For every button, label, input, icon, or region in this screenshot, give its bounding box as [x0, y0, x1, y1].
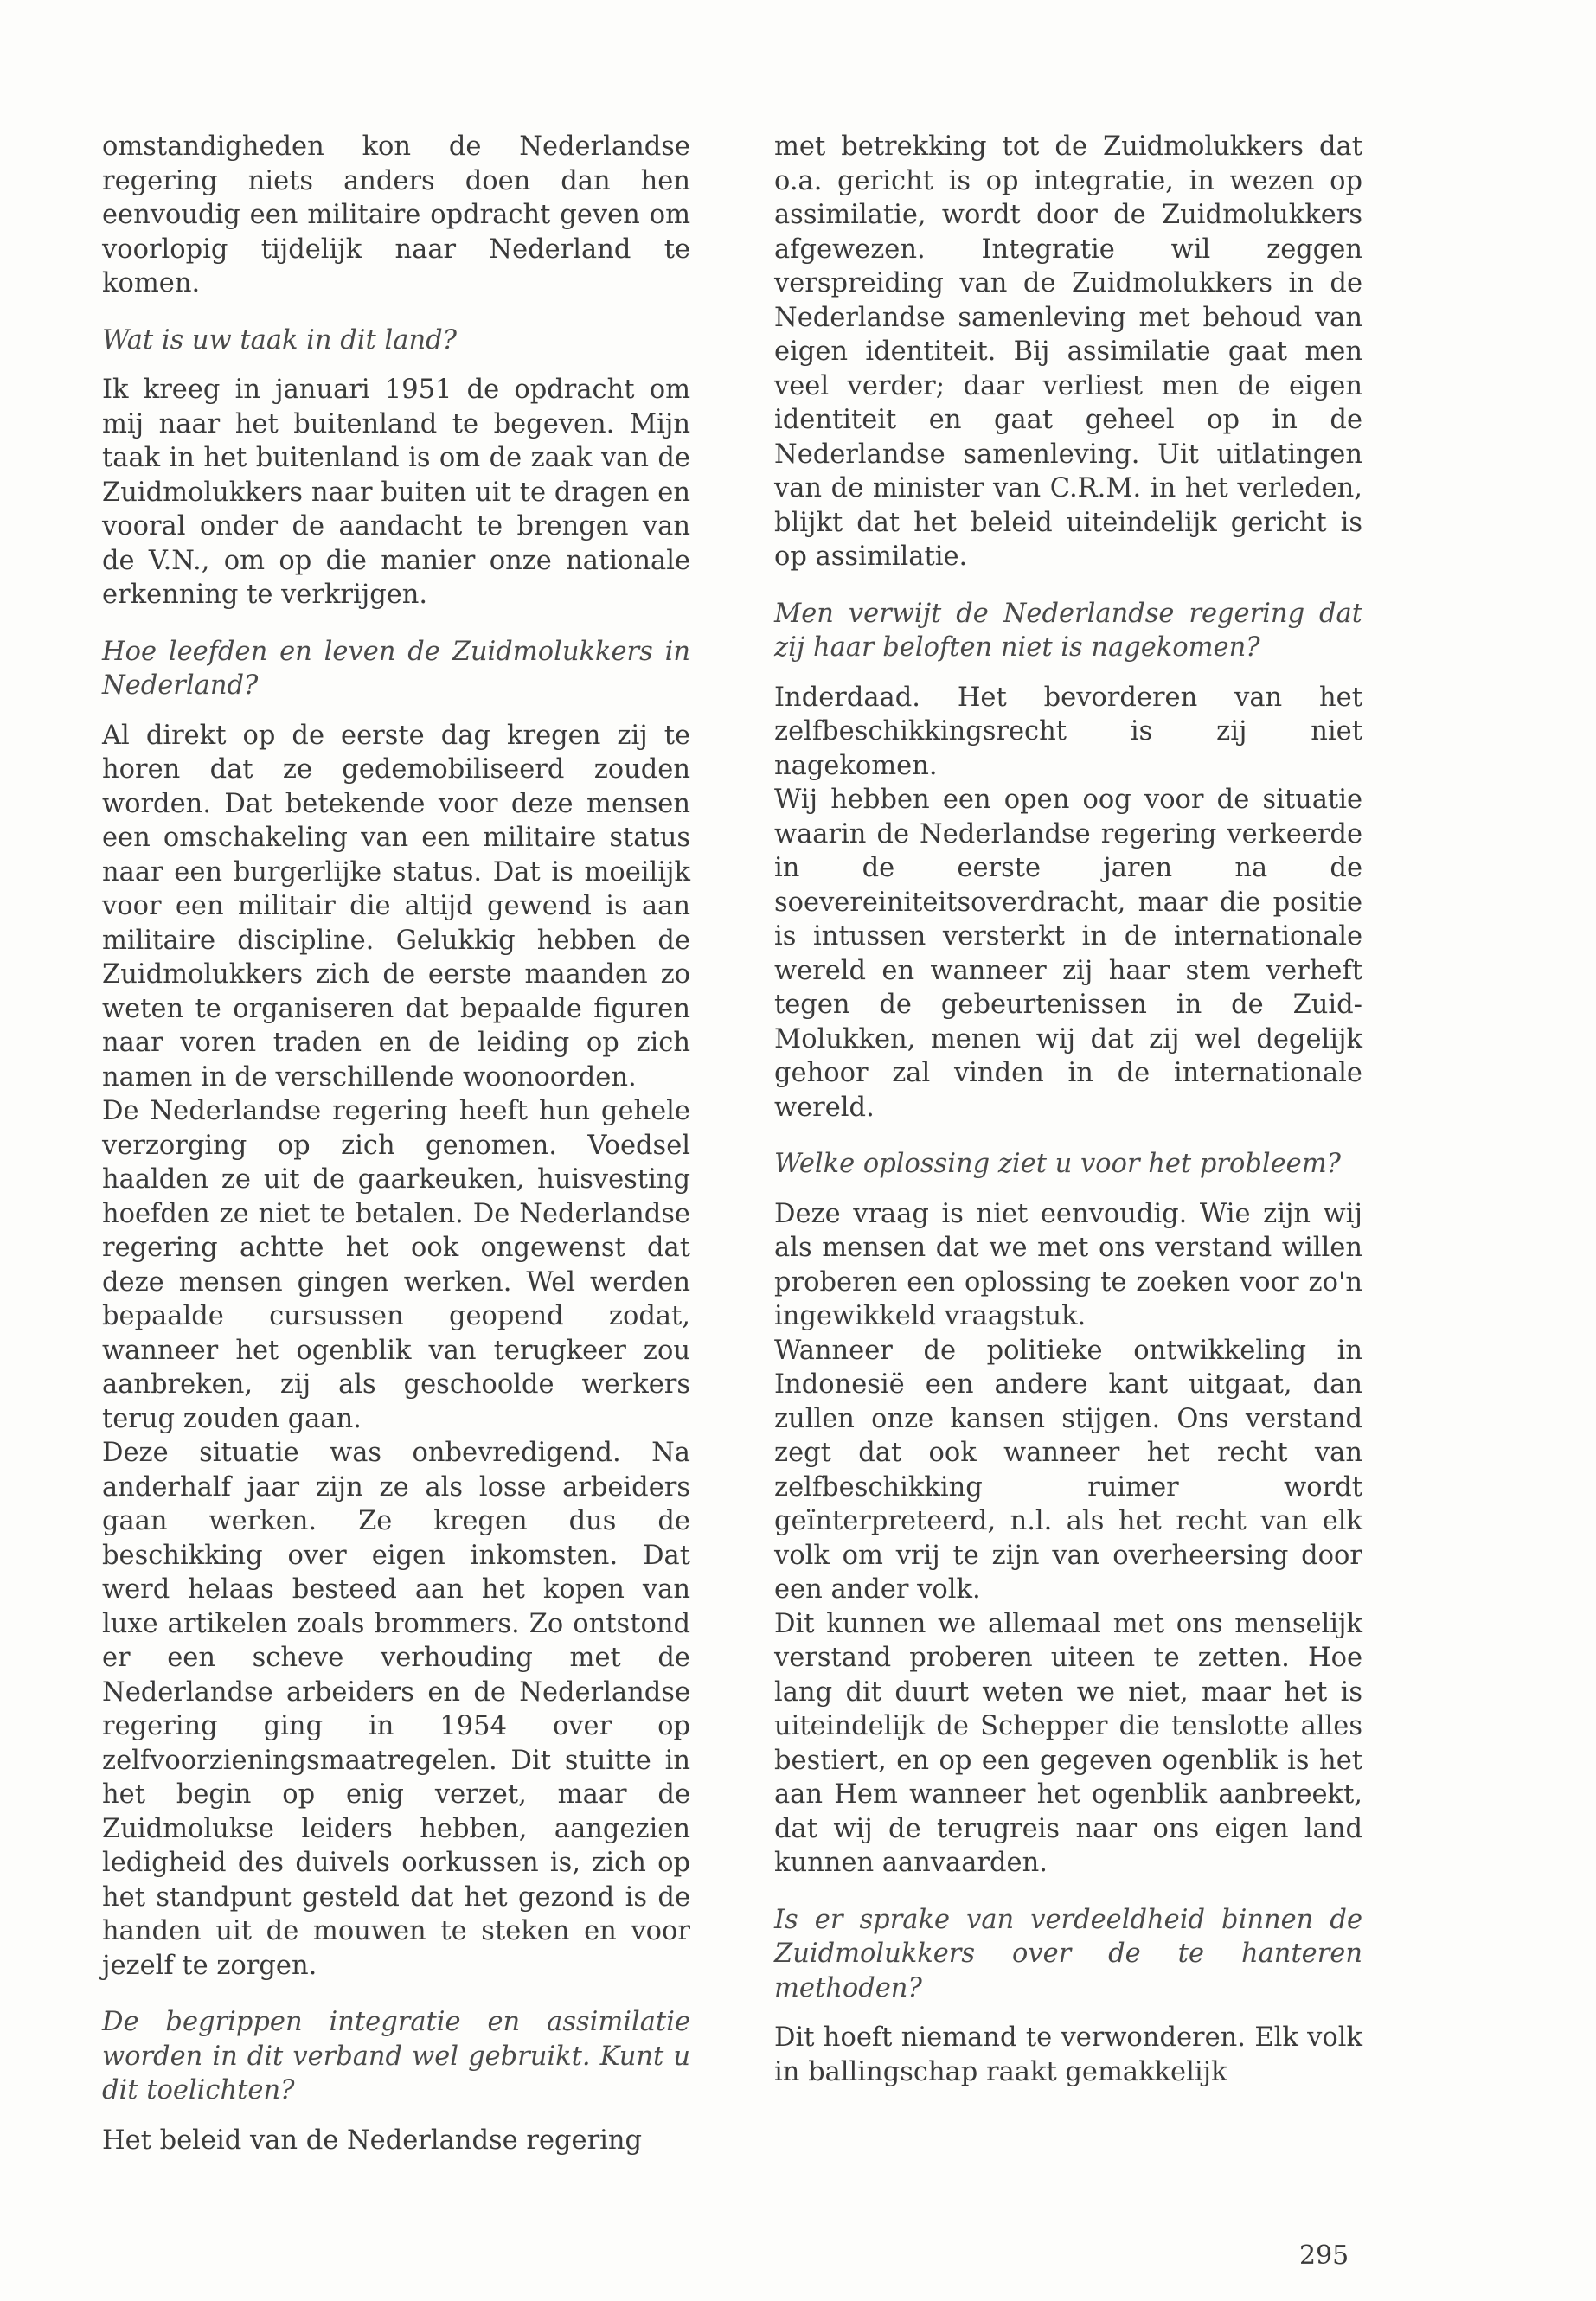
body-paragraph: met betrekking tot de Zuidmolukkers dat o.a. gericht is op integratie, in wezen op assimilatie, wordt door de Zuidmolukkers afgewezen. Integratie wil zeggen verspreiding van de Zuidmolukkers in de Nederlandse samenleving met behoud van eigen identiteit. Bij assimilatie gaat men veel verder; daar verliest men de eigen identiteit en gaat geheel op in de Nederlandse samenleving. Uit uitlatingen van de minister van C.R.M. in het verleden, blijkt dat het beleid uiteindelijk gericht is op assimilatie. — [774, 131, 1362, 572]
body-paragraph: Ik kreeg in januari 1951 de opdracht om mij naar het buitenland te begeven. Mijn taak in het buitenland is om de zaak van de Zuidmolukkers naar buiten uit te dragen en vooral onder de aandacht te brengen van de V.N., om op die manier onze nationale erkenning te verkrijgen. — [102, 375, 690, 610]
body-paragraph: Inderdaad. Het bevorderen van het zelfbeschikkingsrecht is zij niet nagekomen. — [774, 682, 1362, 781]
interview-question: Men verwijt de Nederlandse regering dat zij haar beloften niet is nagekomen? — [774, 598, 1362, 663]
interview-question: Wat is uw taak in dit land? — [102, 324, 457, 356]
interview-question: De begrippen integratie en assimilatie worden in dit verband wel gebruikt. Kunt u dit toelichten? — [102, 2007, 690, 2106]
body-paragraph: Dit kunnen we allemaal met ons menselijk verstand proberen uiteen te zetten. Hoe lang dit duurt weten we niet, maar het is uiteindelijk de Schepper die tenslotte alles bestiert, en op een gegeven ogenblik is het aan Hem wanneer het ogenblik aanbreekt, dat wij de terugreis naar ons eigen land kunnen aanvaarden. — [774, 1608, 1362, 1878]
body-paragraph: omstandigheden kon de Nederlandse regering niets anders doen dan hen eenvoudig een militaire opdracht geven om voorlopig tijdelijk naar Nederland te komen. — [102, 131, 690, 298]
body-paragraph: Het beleid van de Nederlandse regering — [102, 2125, 643, 2156]
right-column — [774, 130, 1362, 2089]
body-paragraph: De Nederlandse regering heeft hun gehele verzorging op zich genomen. Voedsel haalden ze uit de gaarkeuken, huisvesting hoefden ze niet te betalen. De Nederlandse regering achtte het ook ongewenst dat deze mensen gingen werken. Wel werden bepaalde cursussen geopend zodat, wanneer het ogenblik van terugkeer zou aanbreken, zij als geschoolde werkers terug zouden gaan. — [102, 1096, 690, 1434]
body-paragraph: Deze situatie was onbevredigend. Na anderhalf jaar zijn ze als losse arbeiders gaan werken. Ze kregen dus de beschikking over eigen inkomsten. Dat werd helaas besteed aan het kopen van luxe artikelen zoals brommers. Zo ontstond er een scheve verhouding met de Nederlandse arbeiders en de Nederlandse regering ging in 1954 over op zelfvoorzieningsmaatregelen. Dit stuitte in het begin op enig verzet, maar de Zuidmolukse leiders hebben, aangezien ledigheid des duivels oorkussen is, zich op het standpunt gesteld dat het gezond is de handen uit de mouwen te steken en voor jezelf te zorgen. — [102, 1438, 690, 1981]
body-paragraph: Wij hebben een open oog voor de situatie waarin de Nederlandse regering verkeerde in de eerste jaren na de soevereiniteitsoverdracht, maar die positie is intussen versterkt in de internationale wereld en wanneer zij haar stem verheft tegen de gebeurtenissen in de Zuid-Molukken, menen wij dat zij wel degelijk gehoor zal vinden in de internationale wereld. — [774, 785, 1362, 1123]
left-column — [102, 130, 690, 2157]
body-paragraph: Dit hoeft niemand te verwonderen. Elk volk in ballingschap raakt gemakkelijk — [774, 2022, 1362, 2087]
interview-question: Welke oplossing ziet u voor het probleem? — [774, 1149, 1341, 1179]
body-paragraph: Wanneer de politieke ontwikkeling in Indonesië een andere kant uitgaat, dan zullen onze kansen stijgen. Ons verstand zegt dat ook wanneer het recht van zelfbeschikking ruimer wordt geïnterpreteerd, n.l. als het recht van elk volk om vrij te zijn van overheersing door een ander volk. — [774, 1335, 1362, 1605]
body-paragraph: Al direkt op de eerste dag kregen zij te horen dat ze gedemobiliseerd zouden worden. Dat betekende voor deze mensen een omschakeling van een militaire status naar een burgerlijke status. Dat is moeilijk voor een militair die altijd gewend is aan militaire discipline. Gelukkig hebben de Zuidmolukkers zich de eerste maanden zo weten te organiseren dat bepaalde figuren naar voren traden en de leiding op zich namen in de verschillende woonoorden. — [102, 720, 690, 1093]
interview-question: Is er sprake van verdeeldheid binnen de Zuidmolukkers over de te hanteren methoden? — [774, 1904, 1362, 2003]
body-paragraph: Deze vraag is niet eenvoudig. Wie zijn wij als mensen dat we met ons verstand willen proberen een oplossing te zoeken voor zo'n ingewikkeld vraagstuk. — [774, 1198, 1362, 1331]
page-number: 295 — [1299, 2240, 1349, 2271]
interview-question: Hoe leefden en leven de Zuidmolukkers in Nederland? — [102, 636, 690, 701]
